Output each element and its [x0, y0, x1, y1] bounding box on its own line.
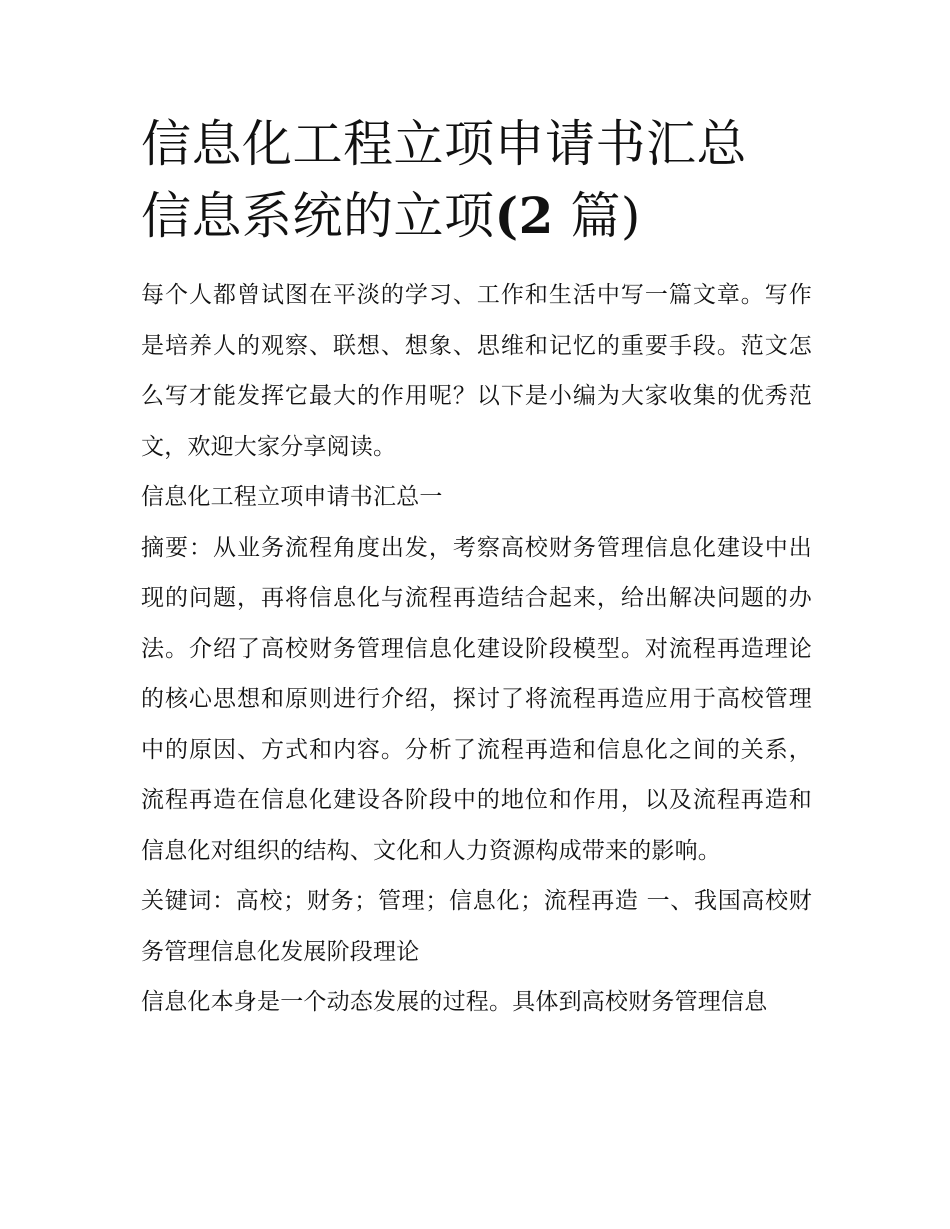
section-heading: 信息化工程立项申请书汇总一: [141, 484, 443, 510]
document-title: [141, 108, 812, 252]
keywords-paragraph: 关键词：高校；财务；管理；信息化；流程再造 一、我国高校财务管理信息化发展阶段理论: [141, 888, 812, 965]
intro-paragraph: 每个人都曾试图在平淡的学习、工作和生活中写一篇文章。写作是培养人的观察、联想、想象、思维和记忆的重要手段。范文怎么写才能发挥它最大的作用呢？以下是小编为大家收集的优秀范文，欢迎大家分享阅读。: [141, 282, 812, 460]
body-paragraph: 信息化本身是一个动态发展的过程。具体到高校财务管理信息: [141, 989, 768, 1015]
abstract-paragraph: 摘要：从业务流程角度出发，考察高校财务管理信息化建设中出现的问题，再将信息化与流程再造结合起来，给出解决问题的办法。介绍了高校财务管理信息化建设阶段模型。对流程再造理论的核心思想和原则进行介绍，探讨了将流程再造应用于高校管理中的原因、方式和内容。分析了流程再造和信息化之间的关系，流程再造在信息化建设各阶段中的地位和作用，以及流程再造和信息化对组织的结构、文化和人力资源构成带来的影响。: [141, 534, 812, 864]
title-text-main: 信息化工程立项申请书汇总 信息系统的立项: [141, 115, 747, 245]
title-text-count: (2: [494, 186, 554, 245]
document-body: [141, 270, 812, 1028]
title-text-suffix: 篇): [553, 187, 641, 245]
